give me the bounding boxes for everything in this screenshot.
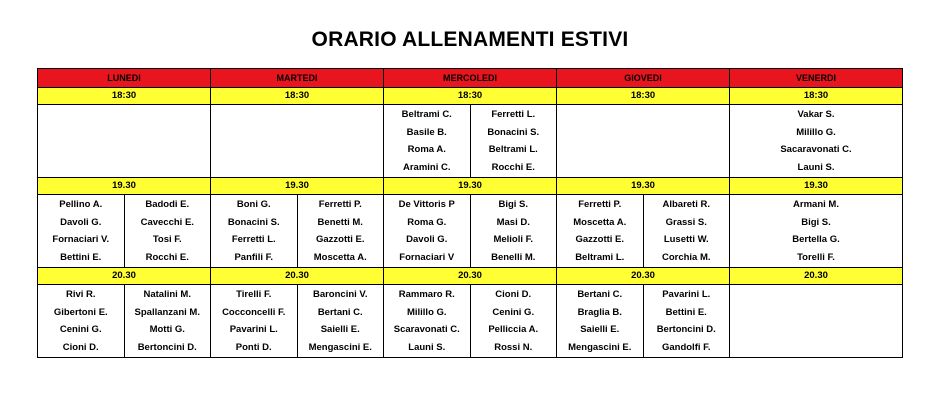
athlete-name: Cocconcelli F.: [222, 306, 286, 318]
athlete-name: Sacaravonati C.: [780, 144, 852, 155]
time-label: 20.30: [384, 268, 557, 285]
athlete-name: Bigi S.: [801, 216, 831, 228]
page-title: ORARIO ALLENAMENTI ESTIVI: [311, 28, 629, 51]
time-label: 18:30: [557, 88, 730, 105]
athlete-name: Bertani C.: [317, 306, 363, 318]
day-cell: [38, 105, 211, 178]
name-columns: [384, 105, 556, 177]
time-row: [38, 268, 903, 285]
athlete-name: Aramini C.: [402, 161, 451, 173]
time-label: 20.30: [557, 268, 730, 285]
athlete-name: Ferretti P.: [318, 199, 362, 210]
athlete-name: Tosi F.: [152, 234, 182, 245]
day-cell: [38, 195, 211, 268]
athlete-name: Davoli G.: [406, 234, 448, 245]
athlete-name: Beltrami C.: [401, 109, 452, 120]
athlete-name: Melioli F.: [493, 234, 534, 245]
athlete-name: Beltrami L.: [575, 251, 625, 263]
athlete-name: Cioni D.: [62, 341, 99, 353]
athlete-name: Basile B.: [406, 126, 447, 138]
time-label: 20.30: [730, 268, 903, 285]
name-columns: [384, 285, 556, 357]
name-column-right: [471, 285, 557, 357]
athlete-name: De Vittoris P: [398, 199, 455, 210]
time-label: 19.30: [557, 178, 730, 195]
name-column-left: [211, 195, 298, 267]
time-label: 19.30: [384, 178, 557, 195]
athlete-name: Beltrami L.: [488, 144, 538, 155]
day-cell: [730, 285, 903, 358]
day-header: VENERDI: [730, 69, 903, 88]
athlete-name: Gazzotti E.: [575, 234, 625, 245]
athlete-name: Pavarini L.: [229, 324, 278, 335]
athlete-name: Badodi E.: [145, 199, 190, 210]
time-label: 18:30: [38, 88, 211, 105]
name-column-left: [557, 195, 644, 267]
name-column-left: [211, 285, 298, 357]
time-label: 19.30: [211, 178, 384, 195]
day-header: MARTEDI: [211, 69, 384, 88]
athlete-name: Ferretti P.: [578, 199, 622, 210]
name-list: [730, 195, 902, 266]
athlete-name: Gibertoni E.: [53, 306, 108, 318]
time-label: 18:30: [211, 88, 384, 105]
time-label: 18:30: [730, 88, 903, 105]
athlete-name: Fornaciari V: [399, 251, 455, 263]
athlete-name: Baroncini V.: [312, 289, 368, 300]
athlete-name: Masi D.: [496, 216, 530, 228]
athlete-name: Bigi S.: [498, 199, 529, 210]
name-list: [730, 285, 902, 286]
athlete-name: Roma G.: [407, 216, 447, 228]
athlete-name: Gazzotti E.: [315, 234, 365, 245]
athlete-name: Rossi N.: [494, 341, 533, 353]
name-columns: [557, 285, 729, 357]
name-column-right: [298, 285, 384, 357]
name-column-right: [471, 195, 557, 267]
athlete-name: Boni G.: [236, 199, 271, 210]
athlete-name: Bettini E.: [665, 306, 707, 318]
athlete-name: Tirelli F.: [236, 289, 272, 300]
athlete-name: Benetti M.: [317, 216, 363, 228]
athlete-name: Spallanzani M.: [134, 306, 200, 318]
name-column-left: [38, 195, 125, 267]
athlete-name: Pelliccia A.: [488, 324, 539, 335]
athlete-name: Motti G.: [149, 324, 185, 335]
name-column-right: [298, 195, 384, 267]
athlete-name: Bertoncini D.: [137, 341, 197, 353]
names-row: [38, 195, 903, 268]
name-columns: [211, 195, 383, 267]
athlete-name: Corchia M.: [661, 251, 711, 263]
time-label: 20.30: [38, 268, 211, 285]
day-cell: [211, 105, 384, 178]
athlete-name: Armani M.: [793, 199, 839, 210]
name-column-left: [384, 195, 471, 267]
name-column-right: [471, 105, 557, 177]
day-header: LUNEDI: [38, 69, 211, 88]
athlete-name: Rammaro R.: [398, 289, 455, 300]
athlete-name: Vakar S.: [797, 109, 835, 120]
name-column-left: [38, 285, 125, 357]
day-cell: [384, 195, 557, 268]
athlete-name: Mengascini E.: [568, 341, 632, 353]
athlete-name: Rocchi E.: [491, 161, 535, 173]
name-columns: [211, 285, 383, 357]
athlete-name: Scaravonati C.: [393, 324, 460, 335]
names-row: [38, 105, 903, 178]
athlete-name: Saielli E.: [580, 324, 620, 335]
day-cell: [384, 105, 557, 178]
day-cell: [557, 285, 730, 358]
time-row: [38, 178, 903, 195]
athlete-name: Launi S.: [408, 341, 446, 353]
athlete-name: Cenini G.: [492, 306, 535, 318]
day-cell: [730, 105, 903, 178]
schedule-table: [37, 68, 903, 358]
time-row: [38, 88, 903, 105]
day-header: GIOVEDI: [557, 69, 730, 88]
athlete-name: Torelli F.: [797, 251, 835, 263]
athlete-name: Roma A.: [407, 144, 446, 155]
athlete-name: Pellino A.: [59, 199, 103, 210]
athlete-name: Ferretti L.: [491, 109, 536, 120]
athlete-name: Albareti R.: [662, 199, 710, 210]
day-cell: [557, 195, 730, 268]
athlete-name: Cavecchi E.: [140, 216, 194, 228]
athlete-name: Ponti D.: [235, 341, 272, 353]
time-label: 19.30: [730, 178, 903, 195]
name-column-left: [384, 285, 471, 357]
name-column-left: [557, 285, 644, 357]
day-header-row: [38, 69, 903, 88]
athlete-name: Rocchi E.: [145, 251, 189, 263]
day-cell: [730, 195, 903, 268]
athlete-name: Milillo G.: [406, 306, 447, 318]
athlete-name: Bonacini S.: [227, 216, 280, 228]
athlete-name: Bettini E.: [60, 251, 102, 263]
athlete-name: Gandolfi F.: [661, 341, 711, 353]
name-column-right: [644, 195, 730, 267]
athlete-name: Bertoncini D.: [656, 324, 716, 335]
athlete-name: Bertani C.: [577, 289, 623, 300]
athlete-name: Davoli G.: [60, 216, 102, 228]
day-cell: [211, 195, 384, 268]
athlete-name: Mengascini E.: [308, 341, 372, 353]
athlete-name: Milillo G.: [796, 126, 836, 138]
names-row: [38, 285, 903, 358]
name-columns: [384, 195, 556, 267]
athlete-name: Pavarini L.: [662, 289, 711, 300]
time-label: 18:30: [384, 88, 557, 105]
day-cell: [211, 285, 384, 358]
name-column-right: [644, 285, 730, 357]
name-columns: [38, 285, 210, 357]
time-label: 20.30: [211, 268, 384, 285]
athlete-name: Panfili F.: [234, 251, 274, 263]
time-label: 19.30: [38, 178, 211, 195]
day-cell: [557, 105, 730, 178]
name-list: [730, 105, 902, 176]
athlete-name: Lusetti W.: [663, 234, 709, 245]
day-cell: [384, 285, 557, 358]
athlete-name: Bonacini S.: [487, 126, 540, 138]
athlete-name: Natalini M.: [143, 289, 191, 300]
name-column-right: [125, 195, 211, 267]
athlete-name: Rivi R.: [65, 289, 96, 300]
name-columns: [38, 195, 210, 267]
athlete-name: Moscetta A.: [573, 216, 627, 228]
athlete-name: Moscetta A.: [313, 251, 367, 263]
name-column-right: [125, 285, 211, 357]
athlete-name: Benelli M.: [491, 251, 536, 263]
day-header: MERCOLEDI: [384, 69, 557, 88]
athlete-name: Saielli E.: [320, 324, 360, 335]
athlete-name: Cioni D.: [495, 289, 532, 300]
athlete-name: Launi S.: [797, 161, 835, 173]
athlete-name: Cenini G.: [59, 324, 102, 335]
athlete-name: Fornaciari V.: [52, 234, 110, 245]
name-columns: [557, 195, 729, 267]
name-column-left: [384, 105, 471, 177]
athlete-name: Braglia B.: [577, 306, 622, 318]
athlete-name: Grassi S.: [665, 216, 707, 228]
day-cell: [38, 285, 211, 358]
athlete-name: Bertella G.: [792, 234, 840, 245]
athlete-name: Ferretti L.: [231, 234, 276, 245]
